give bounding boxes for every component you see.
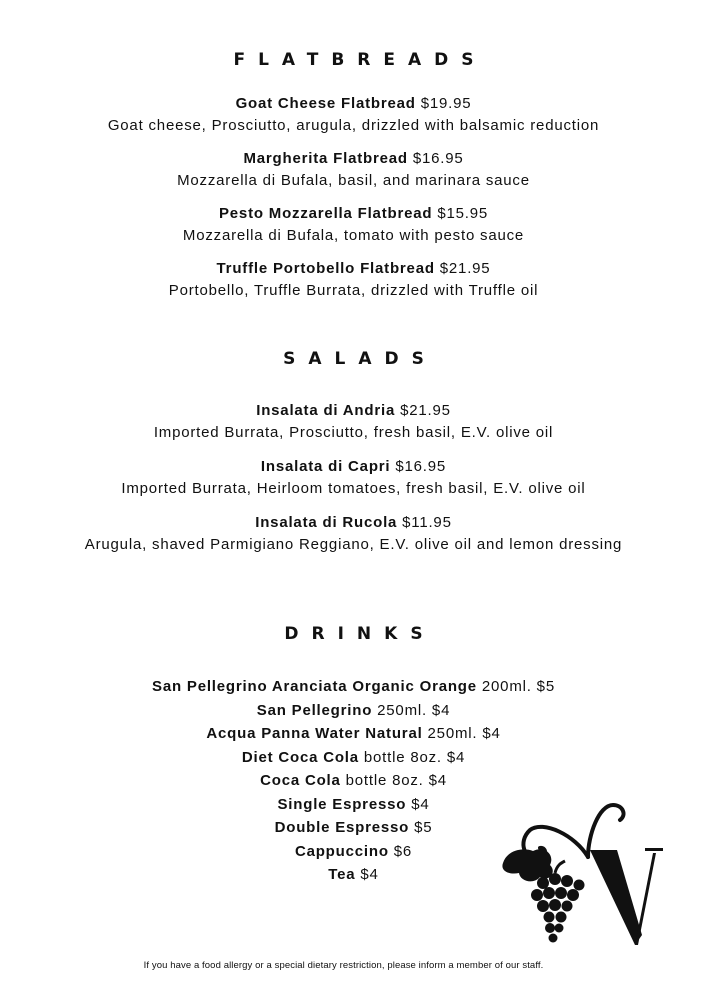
drinks-heading: DRINKS (284, 624, 436, 644)
item-price: $16.95 (412, 150, 464, 167)
item-price: $21.95 (400, 402, 451, 419)
item-description: Mozzarella di Bufala, tomato with pesto sauce (182, 227, 525, 244)
item-name: Margherita Flatbread (243, 150, 408, 167)
drink-item (0, 747, 707, 769)
item-name: Goat Cheese Flatbread (235, 95, 416, 112)
allergy-notice: If you have a food allergy or a special dietary restriction, please inform a member of our staff. (143, 960, 544, 971)
menu-item (0, 456, 707, 500)
menu-item (0, 400, 707, 444)
menu-item (0, 258, 707, 302)
drink-name: San Pellegrino Aranciata Organic Orange (152, 678, 477, 695)
drink-name: Coca Cola (260, 772, 341, 789)
drink-detail: $4 (360, 866, 379, 883)
item-description: Imported Burrata, Prosciutto, fresh basil, E.V. olive oil (153, 424, 554, 441)
item-name: Insalata di Rucola (255, 514, 398, 531)
drink-detail: 250ml. $4 (377, 701, 451, 719)
drink-detail: $4 (411, 795, 430, 813)
drink-name: Single Espresso (277, 795, 407, 813)
drink-name: Double Espresso (274, 819, 410, 836)
drink-name: Tea (328, 866, 356, 883)
menu-item (0, 93, 707, 137)
drink-item (0, 700, 707, 722)
drink-name: Acqua Panna Water Natural (206, 725, 423, 742)
drink-item (0, 723, 707, 745)
drink-name: Cappuccino (294, 842, 389, 860)
drink-item (0, 676, 707, 698)
drink-name: Diet Coca Cola (241, 748, 359, 766)
item-description: Imported Burrata, Heirloom tomatoes, fresh basil, E.V. olive oil (121, 480, 586, 497)
item-name: Insalata di Andria (256, 402, 396, 419)
item-price: $15.95 (437, 205, 488, 222)
drink-detail: $6 (393, 842, 413, 860)
item-description: Goat cheese, Prosciutto, arugula, drizzled with balsamic reduction (107, 117, 600, 134)
item-name: Pesto Mozzarella Flatbread (218, 205, 433, 222)
item-name: Truffle Portobello Flatbread (216, 260, 435, 277)
item-name: Insalata di Capri (260, 458, 391, 475)
menu-item (0, 203, 707, 247)
item-price: $19.95 (420, 95, 472, 112)
grape-vine-icon (495, 775, 670, 955)
drink-detail: bottle 8oz. $4 (363, 748, 466, 766)
item-description: Mozzarella di Bufala, basil, and marinara sauce (177, 172, 530, 189)
flatbreads-heading: FLATBREADS (233, 50, 487, 70)
drink-detail: bottle 8oz. $4 (345, 772, 447, 789)
v-logo-letter (590, 848, 663, 945)
item-price: $21.95 (439, 260, 491, 277)
item-description: Arugula, shaved Parmigiano Reggiano, E.V. olive oil and lemon dressing (84, 536, 623, 553)
salads-heading: SALADS (283, 349, 437, 369)
menu-item (0, 148, 707, 192)
item-description: Portobello, Truffle Burrata, drizzled with Truffle oil (168, 282, 539, 299)
drink-detail: 250ml. $4 (427, 725, 501, 742)
item-price: $11.95 (402, 514, 452, 531)
drink-detail: 200ml. $5 (481, 678, 555, 695)
item-price: $16.95 (395, 458, 447, 475)
drink-name: San Pellegrino (256, 701, 373, 719)
menu-item (0, 512, 707, 556)
drink-detail: $5 (414, 819, 433, 836)
